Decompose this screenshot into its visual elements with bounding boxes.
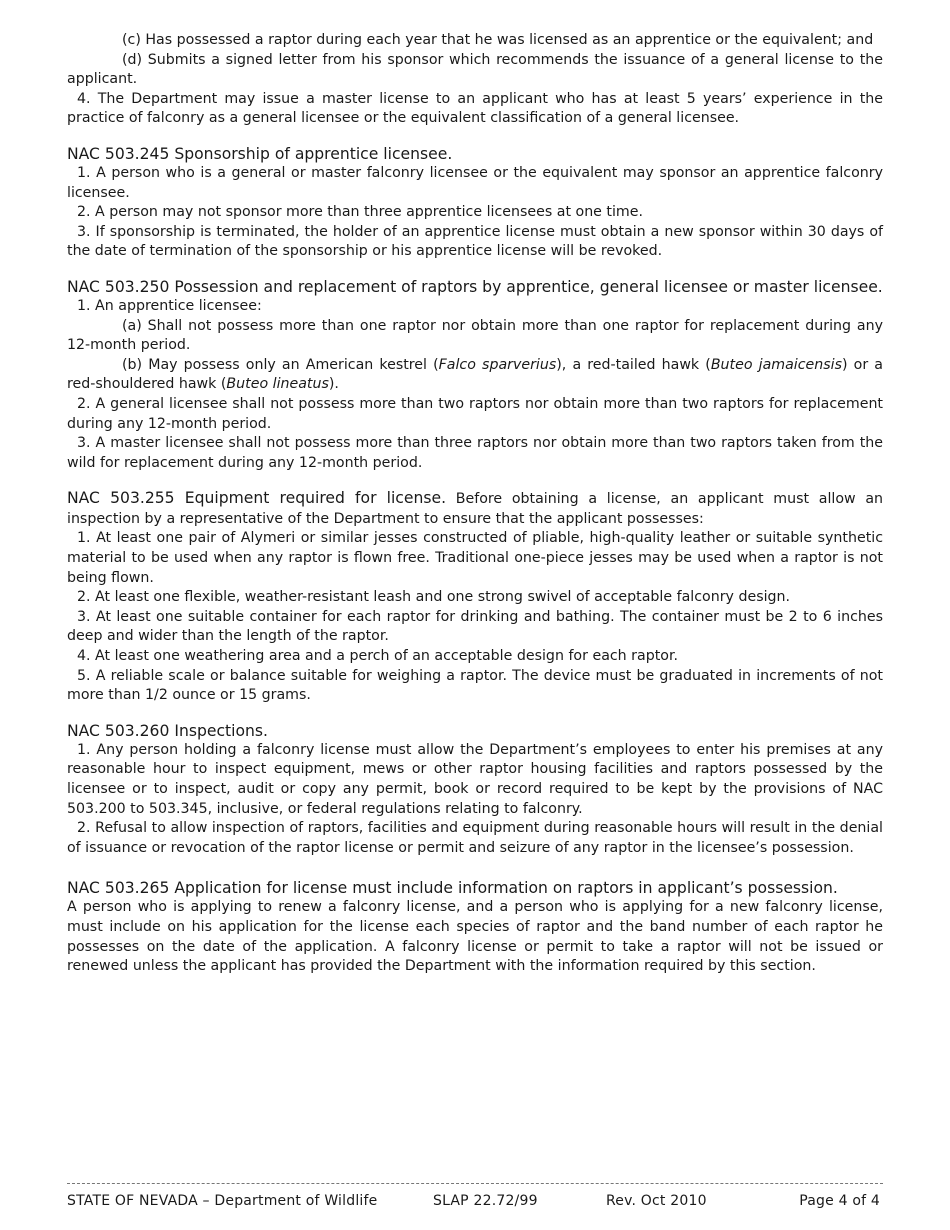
species-name: Falco sparverius: [438, 356, 557, 373]
paragraph-4: 4. The Department may issue a master license to an applicant who has at least 5 years’ experience in the practice of falconry as a general licensee or the equivalent classification of a general licensee.: [67, 90, 883, 127]
paragraph-2: 2. At least one flexible, weather-resistant leash and one strong swivel of acceptable falconry design.: [77, 589, 791, 606]
species-name: Buteo jamaicensis: [710, 356, 842, 373]
section-intro: [67, 488, 883, 529]
text: ), a red-tailed hawk (: [556, 356, 711, 373]
species-name: Buteo lineatus: [226, 376, 329, 393]
paragraph-c: (c) Has possessed a raptor during each year that he was licensed as an apprentice or the equivalent; and: [122, 32, 874, 48]
text: (b) May possess only an American kestrel (: [122, 356, 439, 373]
section-503-255: [67, 488, 883, 706]
footer-revision: Rev. Oct 2010: [606, 1193, 707, 1209]
section-heading: NAC 503.245 Sponsorship of apprentice licensee.: [67, 144, 453, 163]
paragraph-4: 4. At least one weathering area and a perch of an acceptable design for each raptor.: [77, 648, 678, 665]
page-footer: [67, 1191, 883, 1211]
paragraph-body: A person who is applying to renew a falconry license, and a person who is applying for a new falconry license, must include on his application for the license each species of raptor and the band number of each raptor he possesses on the date of the application. A falconry license or permit to take a raptor will not be issued or renewed unless the applicant has provided the Department with the information required by this section.: [67, 899, 883, 975]
section-continuation: [67, 31, 883, 129]
paragraph-b: [67, 356, 883, 395]
document-body: [67, 31, 883, 992]
paragraph-d: (d) Submits a signed letter from his sponsor which recommends the issuance of a general license to the applicant.: [67, 51, 883, 88]
paragraph-2: 2. Refusal to allow inspection of raptors, facilities and equipment during reasonable hours will result in the denial of issuance or revocation of the raptor license or permit and seizure of any raptor in the licensee’s possession.: [67, 820, 883, 856]
paragraph-1: 1. At least one pair of Alymeri or similar jesses constructed of pliable, high-quality leather or suitable synthetic material to be used when any raptor is flown free. Traditional one-piece jesses may be used when a raptor is not being flown.: [67, 530, 883, 586]
paragraph-3: 3. At least one suitable container for each raptor for drinking and bathing. The container must be 2 to 6 inches deep and wider than the length of the raptor.: [67, 608, 883, 645]
section-heading: NAC 503.255 Equipment required for license.: [67, 489, 447, 508]
text: ).: [328, 376, 339, 393]
section-intro-text: Before obtaining a license, an applicant must allow an inspection by a representative of the Department to ensure that the applicant possesses:: [67, 491, 884, 527]
paragraph-5: 5. A reliable scale or balance suitable for weighing a raptor. The device must be graduated in increments of not more than 1/2 ounce or 15 grams.: [67, 667, 883, 704]
section-heading: NAC 503.250 Possession and replacement of raptors by apprentice, general licensee or master licensee.: [67, 277, 883, 296]
section-503-265: [67, 878, 883, 976]
paragraph-3: 3. A master licensee shall not possess more than three raptors nor obtain more than two raptors taken from the wild for replacement during any 12-month period.: [67, 435, 883, 471]
section-503-245: [67, 144, 883, 262]
section-heading: NAC 503.260 Inspections.: [67, 721, 268, 740]
paragraph-3: 3. If sponsorship is terminated, the holder of an apprentice license must obtain a new sponsor within 30 days of the date of termination of the sponsorship or his apprentice license will be revoked.: [67, 223, 883, 260]
paragraph-1: 1. A person who is a general or master falconry licensee or the equivalent may sponsor an apprentice falconry licensee.: [67, 164, 883, 201]
paragraph-1: 1. Any person holding a falconry license must allow the Department’s employees to enter his premises at any reasonable hour to inspect equipment, mews or other raptor housing facilities and raptors possessed by the licensee or to inspect, audit or copy any permit, book or record required to be kept by the provisions of NAC 503.200 to 503.345, inclusive, or federal regulations relating to falconry.: [67, 741, 883, 817]
footer-form-number: SLAP 22.72/99: [433, 1193, 538, 1209]
text: ) or a red-shouldered hawk (: [67, 356, 884, 393]
section-503-250: [67, 277, 883, 473]
paragraph-2: 2. A general licensee shall not possess more than two raptors nor obtain more than two raptors for replacement during any 12-month period.: [67, 395, 883, 432]
footer-page-number: Page 4 of 4: [799, 1193, 880, 1209]
paragraph-1: 1. An apprentice licensee:: [77, 297, 262, 314]
paragraph-a: (a) Shall not possess more than one raptor nor obtain more than one raptor for replacement during any 12-month period.: [67, 317, 883, 354]
footer-agency: STATE OF NEVADA – Department of Wildlife: [67, 1193, 378, 1209]
footer-divider: [67, 1183, 883, 1184]
paragraph-2: 2. A person may not sponsor more than three apprentice licensees at one time.: [77, 204, 643, 221]
section-503-260: [67, 721, 883, 859]
section-heading: NAC 503.265 Application for license must include information on raptors in applicant’s possession.: [67, 879, 838, 898]
